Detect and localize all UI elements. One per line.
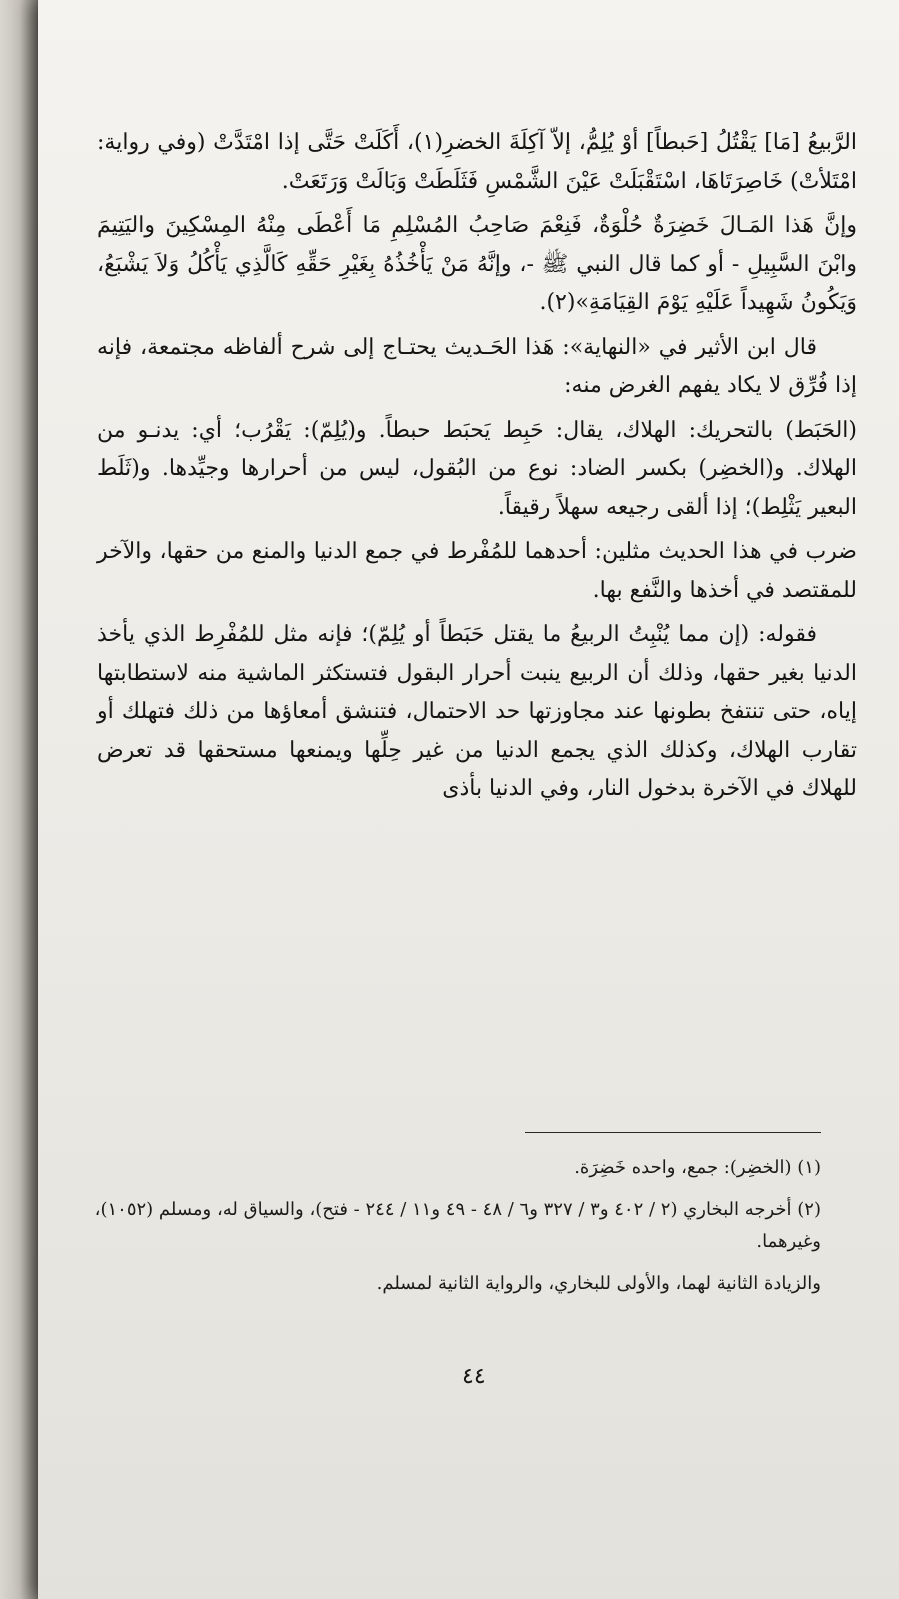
book-page <box>38 0 899 1599</box>
page-number: ٤٤ <box>462 1364 486 1389</box>
main-text <box>97 124 857 815</box>
hadith-paragraph-2: وإنَّ هَذا المَـالَ خَضِرَةٌ حُلْوَةٌ، فَنِعْمَ صَاحِبُ المُسْلِمِ مَا أَعْطَى مِنْهُ المِسْكِينَ واليَتِيمَ وابْنَ السَّبِيلِ - أو كما قال النبي ﷺ -، وإنَّهُ مَنْ يَأْخُذُهُ بِغَيْرِ حَقِّهِ كَالَّذِي يَأْكُلُ وَلاَ يَشْبَعُ، وَيَكُونُ شَهِيداً عَلَيْهِ يَوْمَ القِيَامَةِ»(٢). <box>97 213 857 315</box>
footnote-2-continued: والزيادة الثانية لهما، والأولى للبخاري، والرواية الثانية لمسلم. <box>376 1273 821 1294</box>
commentary-intro: قال ابن الأثير في «النهاية»: هَذا الحَـديث يحتـاج إلى شرح ألفاظه مجتمعة، فإنه إذا فُرِّق لا يكاد يفهم الغرض منه: <box>97 334 857 398</box>
explanation-paragraph: فقوله: (إن مما يُنْبِتُ الربيعُ ما يقتل حَبَطاً أو يُلِمّ)؛ فإنه مثل للمُفْرِط الذي يأخذ الدنيا بغير حقها، وذلك أن الربيع ينبت أحرار البقول فتستكثر الماشية منه لاستطابتها إياه، حتى تنتفخ بطونها عند مجاوزتها حد الاحتمال، فتنشق أمعاؤها من ذلك فتهلك أو تقارب الهلاك، وكذلك الذي يجمع الدنيا من غير حِلِّها ويمنعها مستحقها قد تعرض للهلاك في الآخرة بدخول النار، وفي الدنيا بأذى <box>97 622 857 801</box>
footnote-separator <box>525 1132 821 1133</box>
footnote-1: (١) (الخضِر): جمع، واحده خَضِرَة. <box>574 1157 821 1178</box>
footnotes <box>91 1152 821 1310</box>
footnote-2: (٢) أخرجه البخاري (٢ / ٤٠٢ و٣ / ٣٢٧ و٦ / ٤٨ - ٤٩ و١١ / ٢٤٤ - فتح)، والسياق له، ومسلم (١٠٥٢)، وغيرهما. <box>94 1199 821 1252</box>
hadith-paragraph-1: الرَّبيعُ [مَا] يَقْتُلُ [حَبطاً] أوْ يُلِمُّ، إلاّ آكِلَةَ الخضرِ(١)، أَكَلَتْ حَتَّى إذا امْتَدَّتْ (وفي رواية: امْتَلأتْ) خَاصِرَتَاهَا، اسْتَقْبَلَتْ عَيْنَ الشَّمْسِ فَثَلَطَتْ وَبَالَتْ وَرَتَعَتْ. <box>97 130 857 194</box>
vocabulary-explanation: (الحَبَط) بالتحريك: الهلاك، يقال: حَبِط يَحبَط حبطاً. و(يُلِمّ): يَقْرُب؛ أي: يدنـو من الهلاك. و(الخضِر) بكسر الضاد: نوع من البُقول، ليس من أحرارها وجيِّدها. و(ثَلَط البعير يَثْلِط)؛ إذا ألقى رجيعه سهلاً رقيقاً. <box>97 417 857 520</box>
two-examples-paragraph: ضرب في هذا الحديث مثلين: أحدهما للمُفْرط في جمع الدنيا والمنع من حقها، والآخر للمقتصد في أخذها والنَّفع بها. <box>97 539 857 603</box>
